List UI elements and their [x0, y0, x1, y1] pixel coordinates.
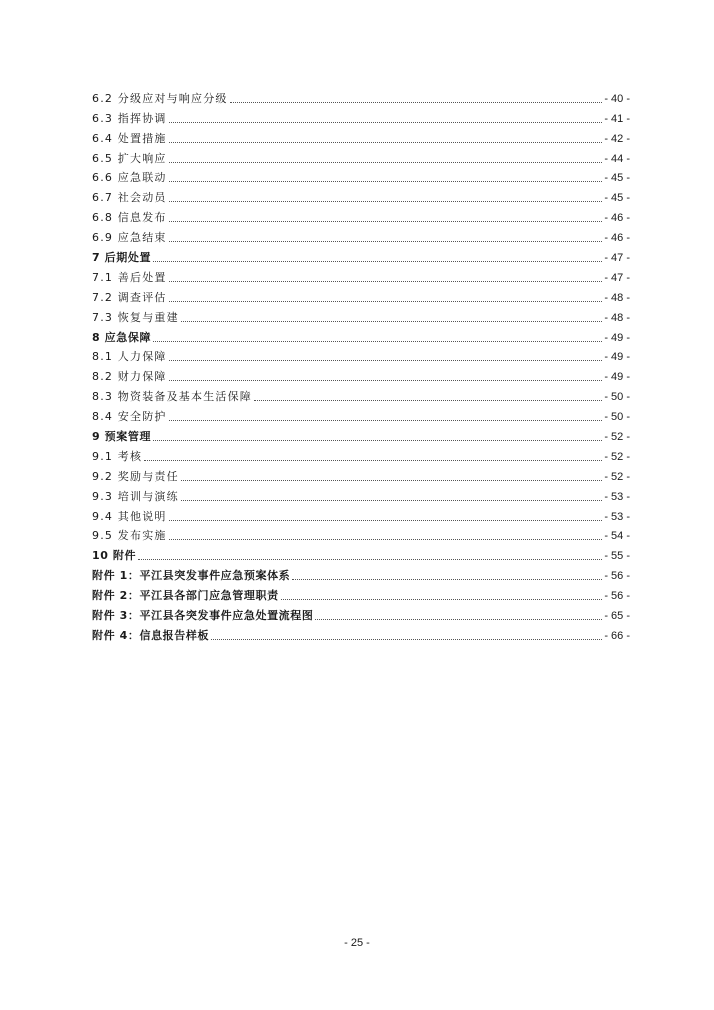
toc-dot-leader	[211, 639, 602, 640]
toc-entry-label: 6.8 信息发布	[92, 211, 167, 225]
toc-section-entry[interactable]	[92, 185, 630, 205]
toc-entry-label: 8 应急保障	[92, 330, 152, 344]
toc-entry-label: 9.3 培训与演练	[92, 489, 179, 503]
toc-section-entry[interactable]	[92, 404, 630, 424]
toc-dot-leader	[292, 579, 602, 580]
toc-dot-leader	[230, 102, 603, 103]
toc-entry-page: - 48 -	[604, 311, 630, 324]
toc-entry-label: 6.5 扩大响应	[92, 151, 167, 165]
toc-chapter-entry[interactable]	[92, 424, 630, 444]
toc-entry-label: 9.5 发布实施	[92, 529, 167, 543]
toc-entry-page: - 46 -	[604, 232, 630, 245]
toc-chapter-entry[interactable]	[92, 543, 630, 563]
toc-entry-page: - 54 -	[604, 530, 630, 543]
toc-entry-label: 6.6 应急联动	[92, 171, 167, 185]
toc-dot-leader	[181, 480, 603, 481]
toc-section-entry[interactable]	[92, 364, 630, 384]
toc-dot-leader	[169, 380, 603, 381]
toc-dot-leader	[169, 142, 603, 143]
toc-dot-leader	[169, 281, 603, 282]
toc-entry-label: 9.2 奖励与责任	[92, 469, 179, 483]
toc-dot-leader	[153, 440, 602, 441]
toc-dot-leader	[169, 301, 603, 302]
toc-chapter-entry[interactable]	[92, 583, 630, 603]
toc-entry-page: - 56 -	[604, 570, 630, 583]
toc-dot-leader	[169, 520, 603, 521]
toc-dot-leader	[138, 559, 602, 560]
toc-entry-page: - 52 -	[604, 470, 630, 483]
toc-section-entry[interactable]	[92, 524, 630, 544]
toc-section-entry[interactable]	[92, 106, 630, 126]
toc-section-entry[interactable]	[92, 166, 630, 186]
toc-entry-page: - 46 -	[604, 212, 630, 225]
toc-dot-leader	[315, 619, 602, 620]
toc-dot-leader	[181, 321, 603, 322]
toc-entry-page: - 56 -	[604, 590, 630, 603]
toc-section-entry[interactable]	[92, 345, 630, 365]
toc-entry-page: - 49 -	[604, 331, 630, 344]
toc-entry-page: - 50 -	[604, 411, 630, 424]
toc-entry-page: - 41 -	[604, 112, 630, 125]
toc-dot-leader	[153, 261, 602, 262]
toc-dot-leader	[144, 460, 602, 461]
toc-dot-leader	[281, 599, 603, 600]
toc-section-entry[interactable]	[92, 146, 630, 166]
toc-entry-label: 9.4 其他说明	[92, 509, 167, 523]
toc-entry-label: 8.2 财力保障	[92, 370, 167, 384]
toc-dot-leader	[169, 539, 603, 540]
toc-entry-label: 7.3 恢复与重建	[92, 310, 179, 324]
toc-chapter-entry[interactable]	[92, 245, 630, 265]
toc-entry-page: - 66 -	[604, 629, 630, 642]
toc-entry-page: - 49 -	[604, 371, 630, 384]
toc-section-entry[interactable]	[92, 126, 630, 146]
toc-section-entry[interactable]	[92, 285, 630, 305]
table-of-contents	[92, 86, 630, 643]
toc-entry-page: - 65 -	[604, 610, 630, 623]
toc-entry-label: 7.1 善后处置	[92, 270, 167, 284]
toc-entry-page: - 47 -	[604, 271, 630, 284]
toc-chapter-entry[interactable]	[92, 325, 630, 345]
toc-entry-page: - 49 -	[604, 351, 630, 364]
toc-dot-leader	[153, 341, 602, 342]
toc-section-entry[interactable]	[92, 265, 630, 285]
toc-entry-page: - 45 -	[604, 192, 630, 205]
toc-dot-leader	[169, 360, 603, 361]
page-number: - 25 -	[344, 937, 370, 949]
toc-chapter-entry[interactable]	[92, 623, 630, 643]
toc-entry-page: - 55 -	[604, 550, 630, 563]
toc-entry-label: 6.4 处置措施	[92, 131, 167, 145]
toc-entry-label: 7 后期处置	[92, 251, 152, 265]
toc-dot-leader	[169, 221, 603, 222]
toc-entry-page: - 45 -	[604, 172, 630, 185]
toc-dot-leader	[169, 241, 603, 242]
toc-dot-leader	[254, 400, 602, 401]
toc-dot-leader	[169, 420, 603, 421]
toc-section-entry[interactable]	[92, 464, 630, 484]
toc-chapter-entry[interactable]	[92, 563, 630, 583]
toc-entry-page: - 52 -	[604, 431, 630, 444]
toc-entry-page: - 42 -	[604, 132, 630, 145]
toc-entry-label: 6.7 社会动员	[92, 191, 167, 205]
toc-entry-page: - 53 -	[604, 490, 630, 503]
toc-entry-page: - 40 -	[604, 92, 630, 105]
toc-chapter-entry[interactable]	[92, 603, 630, 623]
toc-entry-label: 8.1 人力保障	[92, 350, 167, 364]
toc-entry-label: 7.2 调查评估	[92, 290, 167, 304]
toc-entry-page: - 52 -	[604, 450, 630, 463]
toc-dot-leader	[169, 201, 603, 202]
toc-entry-label: 附件 4：信息报告样板	[92, 628, 210, 642]
toc-dot-leader	[181, 500, 603, 501]
toc-entry-label: 附件 2：平江县各部门应急管理职责	[92, 589, 279, 603]
toc-section-entry[interactable]	[92, 205, 630, 225]
toc-dot-leader	[169, 122, 603, 123]
toc-dot-leader	[169, 162, 603, 163]
toc-entry-page: - 53 -	[604, 510, 630, 523]
toc-section-entry[interactable]	[92, 384, 630, 404]
toc-entry-label: 6.2 分级应对与响应分级	[92, 91, 228, 105]
toc-entry-label: 6.9 应急结束	[92, 231, 167, 245]
toc-entry-page: - 47 -	[604, 252, 630, 265]
toc-section-entry[interactable]	[92, 86, 630, 106]
toc-section-entry[interactable]	[92, 444, 630, 464]
toc-entry-label: 10 附件	[92, 549, 137, 563]
toc-dot-leader	[169, 181, 603, 182]
toc-entry-page: - 44 -	[604, 152, 630, 165]
toc-entry-label: 8.4 安全防护	[92, 410, 167, 424]
toc-entry-page: - 48 -	[604, 291, 630, 304]
toc-entry-label: 6.3 指挥协调	[92, 111, 167, 125]
toc-entry-label: 9.1 考核	[92, 449, 143, 463]
toc-entry-label: 附件 1：平江县突发事件应急预案体系	[92, 569, 291, 583]
toc-entry-page: - 50 -	[604, 391, 630, 404]
toc-section-entry[interactable]	[92, 225, 630, 245]
toc-section-entry[interactable]	[92, 484, 630, 504]
toc-entry-label: 9 预案管理	[92, 430, 152, 444]
toc-section-entry[interactable]	[92, 504, 630, 524]
toc-entry-label: 8.3 物资装备及基本生活保障	[92, 390, 252, 404]
toc-section-entry[interactable]	[92, 305, 630, 325]
toc-entry-label: 附件 3：平江县各突发事件应急处置流程图	[92, 609, 314, 623]
